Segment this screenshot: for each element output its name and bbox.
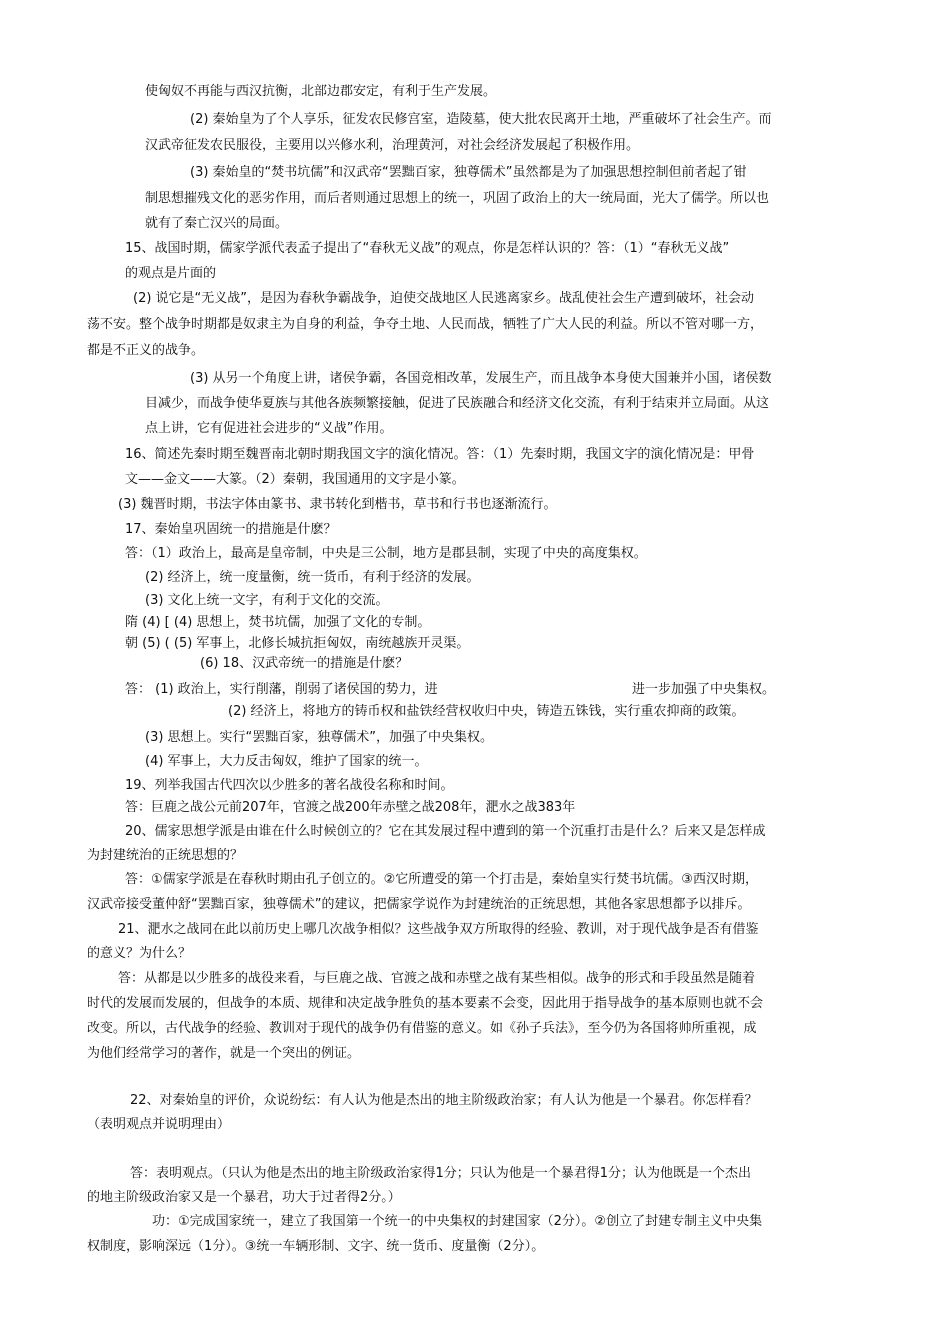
text-line: 荡不安。整个战争时期都是奴隶主为自身的利益，争夺土地、人民而战，牺牲了广大人民的利益。所以不管对哪一方，	[87, 317, 764, 332]
text-line: 点上讲，它有促进社会进步的“义战”作用。	[145, 421, 393, 436]
text-line: 使匈奴不再能与西汉抗衡，北部边郡安定，有利于生产发展。	[145, 84, 497, 99]
text-line: (2) 说它是“无义战”，是因为春秋争霸战争，迫使交战地区人民逃离家乡。战乱使社会生产遭到破坏，社会动	[133, 291, 755, 306]
text-line: 的地主阶级政治家又是一个暴君，功大于过者得2分。）	[87, 1190, 401, 1205]
text-line: (3) 文化上统一文字，有利于文化的交流。	[145, 593, 389, 608]
text-line: 21、淝水之战同在此以前历史上哪几次战争相似？这些战争双方所取得的经验、教训，对于现代战争是否有借鉴	[118, 922, 759, 937]
text-line: (3) 魏晋时期，书法字体由篆书、隶书转化到楷书，草书和行书也逐渐流行。	[118, 497, 557, 512]
text-line: 朝 (5) ( (5) 军事上，北修长城抗拒匈奴，南统越族开灵渠。	[125, 636, 470, 651]
text-line: 就有了秦亡汉兴的局面。	[145, 216, 289, 231]
text-line: (4) 军事上，大力反击匈奴，维护了国家的统一。	[145, 754, 428, 769]
text-line: 22、对秦始皇的评价，众说纷纭：有人认为他是杰出的地主阶级政治家；有人认为他是一个暴君。你怎样看？	[130, 1093, 758, 1108]
text-line: 答：表明观点。（只认为他是杰出的地主阶级政治家得1分；只认为他是一个暴君得1分；认为他既是一个杰出	[130, 1166, 752, 1181]
text-line: 进一步加强了中央集权。	[632, 682, 776, 697]
text-line: 文——金文——大篆。（2）秦朝，我国通用的文字是小篆。	[125, 472, 465, 487]
text-line: 的观点是片面的	[125, 266, 217, 281]
text-line: （表明观点并说明理由）	[87, 1117, 231, 1132]
text-line: (3) 从另一个角度上讲，诸侯争霸，各国竞相改革，发展生产，而且战争本身使大国兼并小国，诸侯数	[190, 371, 772, 386]
text-line: (3) 思想上。实行“罢黜百家，独尊儒术”，加强了中央集权。	[145, 730, 494, 745]
text-line: 15、战国时期，儒家学派代表孟子提出了“春秋无义战”的观点，你是怎样认识的？答：（1）“春秋无义战”	[125, 241, 730, 256]
text-line: 17、秦始皇巩固统一的措施是什麽？	[125, 522, 337, 537]
text-line: 汉武帝接受董仲舒“罢黜百家，独尊儒术”的建议，把儒家学说作为封建统治的正统思想，其他各家思想都予以排斥。	[87, 897, 751, 912]
text-line: 答：（1）政治上，最高是皇帝制，中央是三公制，地方是郡县制，实现了中央的高度集权。	[125, 546, 647, 561]
text-line: 答：巨鹿之战公元前207年，官渡之战200年赤壁之战208年，淝水之战383年	[125, 800, 576, 815]
text-line: 的意义？为什么？	[87, 946, 192, 961]
text-line: 权制度，影响深远（1分）。③统一车辆形制、文字、统一货币、度量衡（2分）。	[87, 1239, 545, 1254]
text-line: 答：①儒家学派是在春秋时期由孔子创立的。②它所遭受的第一个打击是，秦始皇实行焚书坑儒。③西汉时期，	[125, 872, 758, 887]
text-line: (2) 经济上，统一度量衡，统一货币，有利于经济的发展。	[145, 570, 480, 585]
text-line: (6) 18、汉武帝统一的措施是什麽？	[200, 656, 409, 671]
text-line: (2) 秦始皇为了个人享乐，征发农民修宫室，造陵墓，使大批农民离开土地，严重破坏了社会生产。而	[190, 112, 772, 127]
text-line: 制思想摧残文化的恶劣作用，而后者则通过思想上的统一，巩固了政治上的大一统局面，光大了儒学。所以也	[145, 191, 770, 206]
text-line: 改变。所以，古代战争的经验、教训对于现代的战争仍有借鉴的意义。如《孙子兵法》，至今仍为各国将帅所重视，成	[87, 1021, 757, 1036]
text-line: 时代的发展而发展的，但战争的本质、规律和决定战争胜负的基本要素不会变，因此用于指导战争的基本原则也就不会	[87, 996, 764, 1011]
text-line: (2) 经济上，将地方的铸币权和盐铁经营权收归中央，铸造五铢钱，实行重农抑商的政策。	[228, 704, 745, 719]
text-line: 20、儒家思想学派是由谁在什么时候创立的？它在其发展过程中遭到的第一个沉重打击是什么？后来又是怎样成	[125, 824, 766, 839]
text-line: 19、列举我国古代四次以少胜多的著名战役名称和时间。	[125, 778, 454, 793]
text-line: 功：①完成国家统一，建立了我国第一个统一的中央集权的封建国家（2分）。②创立了封建专制主义中央集	[152, 1214, 763, 1229]
text-line: 目减少，而战争使华夏族与其他各族频繁接触，促进了民族融合和经济文化交流，有利于结束并立局面。从这	[145, 396, 770, 411]
text-line: 答： (1) 政治上，实行削藩，削弱了诸侯国的势力，进	[125, 682, 438, 697]
text-line: 16、简述先秦时期至魏晋南北朝时期我国文字的演化情况。答：（1）先秦时期，我国文字的演化情况是：甲骨	[125, 447, 755, 462]
text-line: 汉武帝征发农民服役，主要用以兴修水利，治理黄河，对社会经济发展起了积极作用。	[145, 138, 640, 153]
text-line: 为封建统治的正统思想的？	[87, 848, 244, 863]
text-line: (3) 秦始皇的“焚书坑儒”和汉武帝“罢黜百家，独尊儒术”虽然都是为了加强思想控制但前者起了钳	[190, 165, 747, 180]
text-line: 都是不正义的战争。	[87, 343, 205, 358]
text-line: 隋 (4) [ (4) 思想上，焚书坑儒，加强了文化的专制。	[125, 615, 431, 630]
text-line: 答：从都是以少胜多的战役来看，与巨鹿之战、官渡之战和赤壁之战有某些相似。战争的形式和手段虽然是随着	[118, 971, 756, 986]
text-line: 为他们经常学习的著作，就是一个突出的例证。	[87, 1046, 361, 1061]
